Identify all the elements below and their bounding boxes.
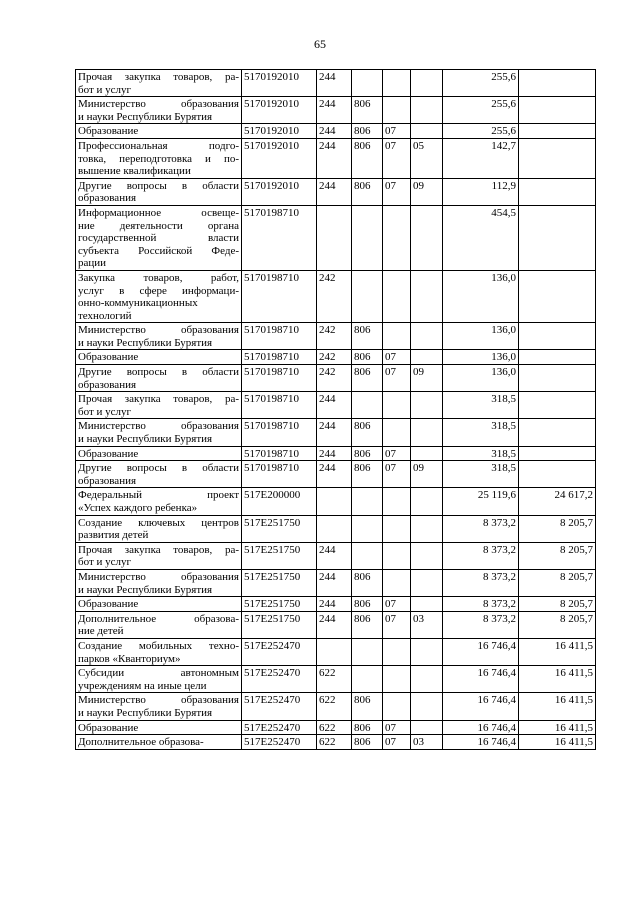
subsection-code-cell: 05 (411, 138, 443, 178)
subsection-code-cell (411, 693, 443, 720)
ministry-code-cell (352, 638, 383, 665)
amount-year-2-cell: 16 411,5 (519, 638, 596, 665)
table-row (76, 97, 596, 124)
table-row (76, 392, 596, 419)
item-name-line: субъекта Российской Феде- (78, 244, 239, 257)
item-name-line: Дополнительное образова- (78, 736, 204, 749)
subsection-code-cell: 09 (411, 365, 443, 392)
ministry-code-cell (352, 542, 383, 569)
item-name-line: и науки Республики Бурятия (78, 433, 213, 446)
expense-type-cell: 244 (317, 97, 352, 124)
subsection-code-cell (411, 97, 443, 124)
subsection-code-cell (411, 392, 443, 419)
subsection-code-cell (411, 124, 443, 139)
expense-type-cell: 244 (317, 392, 352, 419)
amount-year-1-cell: 318,5 (443, 392, 519, 419)
item-name-line: рации (78, 257, 107, 270)
table-row (76, 70, 596, 97)
ministry-code-cell: 806 (352, 124, 383, 139)
item-name-line: образования (78, 474, 137, 487)
section-code-cell: 07 (383, 611, 411, 638)
item-name-cell (76, 365, 242, 392)
ministry-code-cell: 806 (352, 735, 383, 750)
item-name-line: образования (78, 378, 137, 391)
subsection-code-cell: 03 (411, 735, 443, 750)
subsection-code-cell (411, 270, 443, 322)
expense-type-cell: 622 (317, 666, 352, 693)
item-name-cell (76, 638, 242, 665)
item-name-cell (76, 138, 242, 178)
ministry-code-cell (352, 515, 383, 542)
amount-year-2-cell (519, 365, 596, 392)
amount-year-2-cell: 16 411,5 (519, 666, 596, 693)
item-name-cell (76, 323, 242, 350)
ministry-code-cell: 806 (352, 569, 383, 596)
amount-year-2-cell (519, 138, 596, 178)
target-article-code-cell: 5170198710 (242, 365, 317, 392)
expense-type-cell (317, 638, 352, 665)
subsection-code-cell (411, 666, 443, 693)
amount-year-1-cell: 8 373,2 (443, 611, 519, 638)
target-article-code-cell: 5170192010 (242, 138, 317, 178)
item-name-line: образования (78, 192, 137, 205)
table-row (76, 542, 596, 569)
target-article-code-cell: 517E251750 (242, 542, 317, 569)
amount-year-2-cell: 16 411,5 (519, 720, 596, 735)
item-name-line: вышение квалификации (78, 165, 191, 178)
ministry-code-cell: 806 (352, 611, 383, 638)
item-name-line: Прочая закупка товаров, ра- (78, 393, 239, 406)
subsection-code-cell (411, 446, 443, 461)
item-name-line: Прочая закупка товаров, ра- (78, 543, 239, 556)
target-article-code-cell: 517E252470 (242, 638, 317, 665)
section-code-cell (383, 542, 411, 569)
target-article-code-cell: 517E252470 (242, 693, 317, 720)
item-name-line: Министерство образования (78, 324, 239, 337)
item-name-line: Другие вопросы в области (78, 179, 239, 192)
section-code-cell: 07 (383, 365, 411, 392)
section-code-cell: 07 (383, 597, 411, 612)
target-article-code-cell: 5170198710 (242, 419, 317, 446)
item-name-cell (76, 597, 242, 612)
expense-type-cell: 244 (317, 461, 352, 488)
amount-year-1-cell: 142,7 (443, 138, 519, 178)
target-article-code-cell: 5170192010 (242, 178, 317, 205)
amount-year-1-cell: 8 373,2 (443, 569, 519, 596)
amount-year-1-cell: 8 373,2 (443, 515, 519, 542)
expense-type-cell: 242 (317, 323, 352, 350)
amount-year-2-cell (519, 97, 596, 124)
ministry-code-cell (352, 666, 383, 693)
item-name-line: Закупка товаров, работ, (78, 271, 239, 284)
item-name-line: и науки Республики Бурятия (78, 583, 213, 596)
section-code-cell: 07 (383, 735, 411, 750)
item-name-line: Федеральный проект (78, 489, 239, 502)
item-name-line: Создание мобильных техно- (78, 639, 239, 652)
expense-type-cell: 244 (317, 70, 352, 97)
table-row (76, 720, 596, 735)
amount-year-1-cell: 136,0 (443, 350, 519, 365)
target-article-code-cell: 5170192010 (242, 124, 317, 139)
subsection-code-cell (411, 515, 443, 542)
amount-year-2-cell: 8 205,7 (519, 611, 596, 638)
section-code-cell: 07 (383, 124, 411, 139)
amount-year-2-cell (519, 178, 596, 205)
amount-year-2-cell (519, 270, 596, 322)
table-row (76, 124, 596, 139)
item-name-line: развития детей (78, 529, 149, 542)
amount-year-1-cell: 318,5 (443, 461, 519, 488)
expense-type-cell: 622 (317, 720, 352, 735)
table-row (76, 178, 596, 205)
target-article-code-cell: 5170198710 (242, 350, 317, 365)
expense-type-cell: 244 (317, 542, 352, 569)
item-name-cell (76, 515, 242, 542)
amount-year-1-cell: 136,0 (443, 323, 519, 350)
section-code-cell: 07 (383, 446, 411, 461)
subsection-code-cell (411, 488, 443, 515)
item-name-line: товка, переподготовка и по- (78, 152, 239, 165)
target-article-code-cell: 5170198710 (242, 270, 317, 322)
item-name-cell (76, 270, 242, 322)
ministry-code-cell: 806 (352, 365, 383, 392)
item-name-cell (76, 205, 242, 270)
expense-type-cell: 622 (317, 735, 352, 750)
subsection-code-cell (411, 720, 443, 735)
section-code-cell (383, 70, 411, 97)
item-name-line: и науки Республики Бурятия (78, 336, 213, 349)
target-article-code-cell: 5170192010 (242, 70, 317, 97)
item-name-line: Образование (78, 721, 139, 734)
section-code-cell (383, 97, 411, 124)
item-name-cell (76, 666, 242, 693)
item-name-line: учреждениям на иные цели (78, 679, 207, 692)
target-article-code-cell: 517E251750 (242, 597, 317, 612)
amount-year-2-cell (519, 350, 596, 365)
ministry-code-cell: 806 (352, 178, 383, 205)
target-article-code-cell: 517E251750 (242, 515, 317, 542)
table-row (76, 138, 596, 178)
subsection-code-cell: 09 (411, 178, 443, 205)
table-row (76, 515, 596, 542)
item-name-line: Дополнительное образова- (78, 612, 239, 625)
item-name-cell (76, 735, 242, 750)
table-row (76, 419, 596, 446)
table-row (76, 205, 596, 270)
expense-type-cell: 622 (317, 693, 352, 720)
item-name-line: бот и услуг (78, 556, 132, 569)
amount-year-1-cell: 16 746,4 (443, 735, 519, 750)
expense-type-cell (317, 205, 352, 270)
item-name-cell (76, 419, 242, 446)
amount-year-1-cell: 16 746,4 (443, 666, 519, 693)
section-code-cell: 07 (383, 720, 411, 735)
section-code-cell (383, 488, 411, 515)
subsection-code-cell: 03 (411, 611, 443, 638)
subsection-code-cell (411, 542, 443, 569)
target-article-code-cell: 5170192010 (242, 97, 317, 124)
table-row (76, 666, 596, 693)
section-code-cell: 07 (383, 178, 411, 205)
item-name-cell (76, 97, 242, 124)
item-name-cell (76, 350, 242, 365)
amount-year-1-cell: 16 746,4 (443, 638, 519, 665)
subsection-code-cell (411, 597, 443, 612)
subsection-code-cell (411, 205, 443, 270)
expense-type-cell: 244 (317, 138, 352, 178)
expense-type-cell: 244 (317, 446, 352, 461)
table-row (76, 488, 596, 515)
table-row (76, 350, 596, 365)
amount-year-2-cell: 24 617,2 (519, 488, 596, 515)
ministry-code-cell: 806 (352, 350, 383, 365)
table-row (76, 461, 596, 488)
section-code-cell (383, 205, 411, 270)
subsection-code-cell (411, 350, 443, 365)
budget-table-body (76, 70, 596, 750)
amount-year-2-cell (519, 419, 596, 446)
target-article-code-cell: 517E251750 (242, 569, 317, 596)
target-article-code-cell: 5170198710 (242, 392, 317, 419)
section-code-cell: 07 (383, 461, 411, 488)
amount-year-2-cell (519, 124, 596, 139)
amount-year-1-cell: 136,0 (443, 365, 519, 392)
ministry-code-cell: 806 (352, 138, 383, 178)
expense-type-cell: 244 (317, 611, 352, 638)
section-code-cell (383, 323, 411, 350)
target-article-code-cell: 5170198710 (242, 205, 317, 270)
section-code-cell (383, 638, 411, 665)
item-name-line: парков «Кванториум» (78, 652, 181, 665)
amount-year-1-cell: 25 119,6 (443, 488, 519, 515)
amount-year-2-cell (519, 392, 596, 419)
section-code-cell (383, 270, 411, 322)
item-name-line: Министерство образования (78, 98, 239, 111)
amount-year-2-cell (519, 446, 596, 461)
item-name-cell (76, 446, 242, 461)
ministry-code-cell (352, 270, 383, 322)
table-row (76, 569, 596, 596)
item-name-cell (76, 392, 242, 419)
target-article-code-cell: 517E251750 (242, 611, 317, 638)
amount-year-1-cell: 136,0 (443, 270, 519, 322)
subsection-code-cell (411, 323, 443, 350)
section-code-cell: 07 (383, 138, 411, 178)
item-name-cell (76, 461, 242, 488)
expense-type-cell: 244 (317, 569, 352, 596)
section-code-cell (383, 693, 411, 720)
table-row (76, 638, 596, 665)
amount-year-2-cell (519, 205, 596, 270)
item-name-line: Профессиональная подго- (78, 139, 239, 152)
table-row (76, 446, 596, 461)
subsection-code-cell (411, 419, 443, 446)
item-name-cell (76, 693, 242, 720)
ministry-code-cell: 806 (352, 446, 383, 461)
table-row (76, 735, 596, 750)
section-code-cell (383, 666, 411, 693)
table-row (76, 611, 596, 638)
expense-type-cell: 244 (317, 597, 352, 612)
item-name-line: Другие вопросы в области (78, 462, 239, 475)
item-name-line: бот и услуг (78, 405, 132, 418)
item-name-line: и науки Республики Бурятия (78, 110, 213, 123)
table-row (76, 365, 596, 392)
item-name-line: и науки Республики Бурятия (78, 706, 213, 719)
amount-year-2-cell: 8 205,7 (519, 515, 596, 542)
item-name-line: технологий (78, 309, 132, 322)
page-number: 65 (314, 37, 326, 51)
amount-year-2-cell (519, 70, 596, 97)
expense-type-cell (317, 488, 352, 515)
table-row (76, 270, 596, 322)
section-code-cell (383, 392, 411, 419)
item-name-line: Другие вопросы в области (78, 366, 239, 379)
amount-year-2-cell (519, 323, 596, 350)
ministry-code-cell: 806 (352, 597, 383, 612)
ministry-code-cell: 806 (352, 419, 383, 446)
section-code-cell (383, 569, 411, 596)
ministry-code-cell: 806 (352, 97, 383, 124)
item-name-line: Министерство образования (78, 570, 239, 583)
amount-year-1-cell: 16 746,4 (443, 720, 519, 735)
expense-type-cell: 242 (317, 365, 352, 392)
amount-year-2-cell: 16 411,5 (519, 735, 596, 750)
item-name-line: ние детей (78, 625, 124, 638)
ministry-code-cell: 806 (352, 461, 383, 488)
amount-year-1-cell: 8 373,2 (443, 597, 519, 612)
subsection-code-cell: 09 (411, 461, 443, 488)
amount-year-1-cell: 255,6 (443, 124, 519, 139)
target-article-code-cell: 517E252470 (242, 720, 317, 735)
amount-year-1-cell: 16 746,4 (443, 693, 519, 720)
target-article-code-cell: 5170198710 (242, 446, 317, 461)
target-article-code-cell: 517E252470 (242, 735, 317, 750)
item-name-line: Образование (78, 447, 139, 460)
expense-type-cell (317, 515, 352, 542)
amount-year-1-cell: 318,5 (443, 419, 519, 446)
amount-year-2-cell: 16 411,5 (519, 693, 596, 720)
amount-year-1-cell: 255,6 (443, 70, 519, 97)
item-name-cell (76, 611, 242, 638)
item-name-line: Министерство образования (78, 694, 239, 707)
subsection-code-cell (411, 70, 443, 97)
item-name-line: Прочая закупка товаров, ра- (78, 71, 239, 83)
item-name-cell (76, 542, 242, 569)
item-name-line: государственной власти (78, 232, 239, 245)
target-article-code-cell: 517E200000 (242, 488, 317, 515)
ministry-code-cell: 806 (352, 720, 383, 735)
table-row (76, 693, 596, 720)
amount-year-1-cell: 112,9 (443, 178, 519, 205)
item-name-line: ние деятельности органа (78, 219, 239, 232)
ministry-code-cell (352, 205, 383, 270)
ministry-code-cell (352, 70, 383, 97)
item-name-line: Образование (78, 351, 139, 364)
expense-type-cell: 244 (317, 419, 352, 446)
target-article-code-cell: 5170198710 (242, 461, 317, 488)
item-name-cell (76, 70, 242, 97)
item-name-line: Образование (78, 125, 139, 138)
target-article-code-cell: 5170198710 (242, 323, 317, 350)
ministry-code-cell: 806 (352, 323, 383, 350)
amount-year-2-cell: 8 205,7 (519, 569, 596, 596)
target-article-code-cell: 517E252470 (242, 666, 317, 693)
ministry-code-cell: 806 (352, 693, 383, 720)
amount-year-2-cell: 8 205,7 (519, 542, 596, 569)
amount-year-2-cell (519, 461, 596, 488)
item-name-cell (76, 720, 242, 735)
subsection-code-cell (411, 638, 443, 665)
amount-year-1-cell: 318,5 (443, 446, 519, 461)
expense-type-cell: 242 (317, 270, 352, 322)
item-name-line: услуг в сфере информаци- (78, 284, 239, 297)
item-name-line: Субсидии автономным (78, 667, 239, 680)
expense-type-cell: 244 (317, 124, 352, 139)
item-name-cell (76, 124, 242, 139)
amount-year-1-cell: 255,6 (443, 97, 519, 124)
expense-type-cell: 244 (317, 178, 352, 205)
amount-year-2-cell: 8 205,7 (519, 597, 596, 612)
table-row (76, 323, 596, 350)
section-code-cell (383, 419, 411, 446)
budget-table (75, 69, 596, 750)
item-name-line: Создание ключевых центров (78, 516, 239, 529)
ministry-code-cell (352, 488, 383, 515)
amount-year-1-cell: 454,5 (443, 205, 519, 270)
item-name-line: Образование (78, 598, 139, 611)
item-name-line: онно-коммуникационных (78, 297, 198, 310)
item-name-cell (76, 488, 242, 515)
table-row (76, 597, 596, 612)
item-name-cell (76, 178, 242, 205)
section-code-cell (383, 515, 411, 542)
subsection-code-cell (411, 569, 443, 596)
amount-year-1-cell: 8 373,2 (443, 542, 519, 569)
item-name-line: «Успех каждого ребенка» (78, 502, 198, 514)
expense-type-cell: 242 (317, 350, 352, 365)
section-code-cell: 07 (383, 350, 411, 365)
item-name-cell (76, 569, 242, 596)
item-name-line: Информационное освеще- (78, 206, 239, 219)
item-name-line: бот и услуг (78, 83, 132, 96)
item-name-line: Министерство образования (78, 420, 239, 433)
ministry-code-cell (352, 392, 383, 419)
